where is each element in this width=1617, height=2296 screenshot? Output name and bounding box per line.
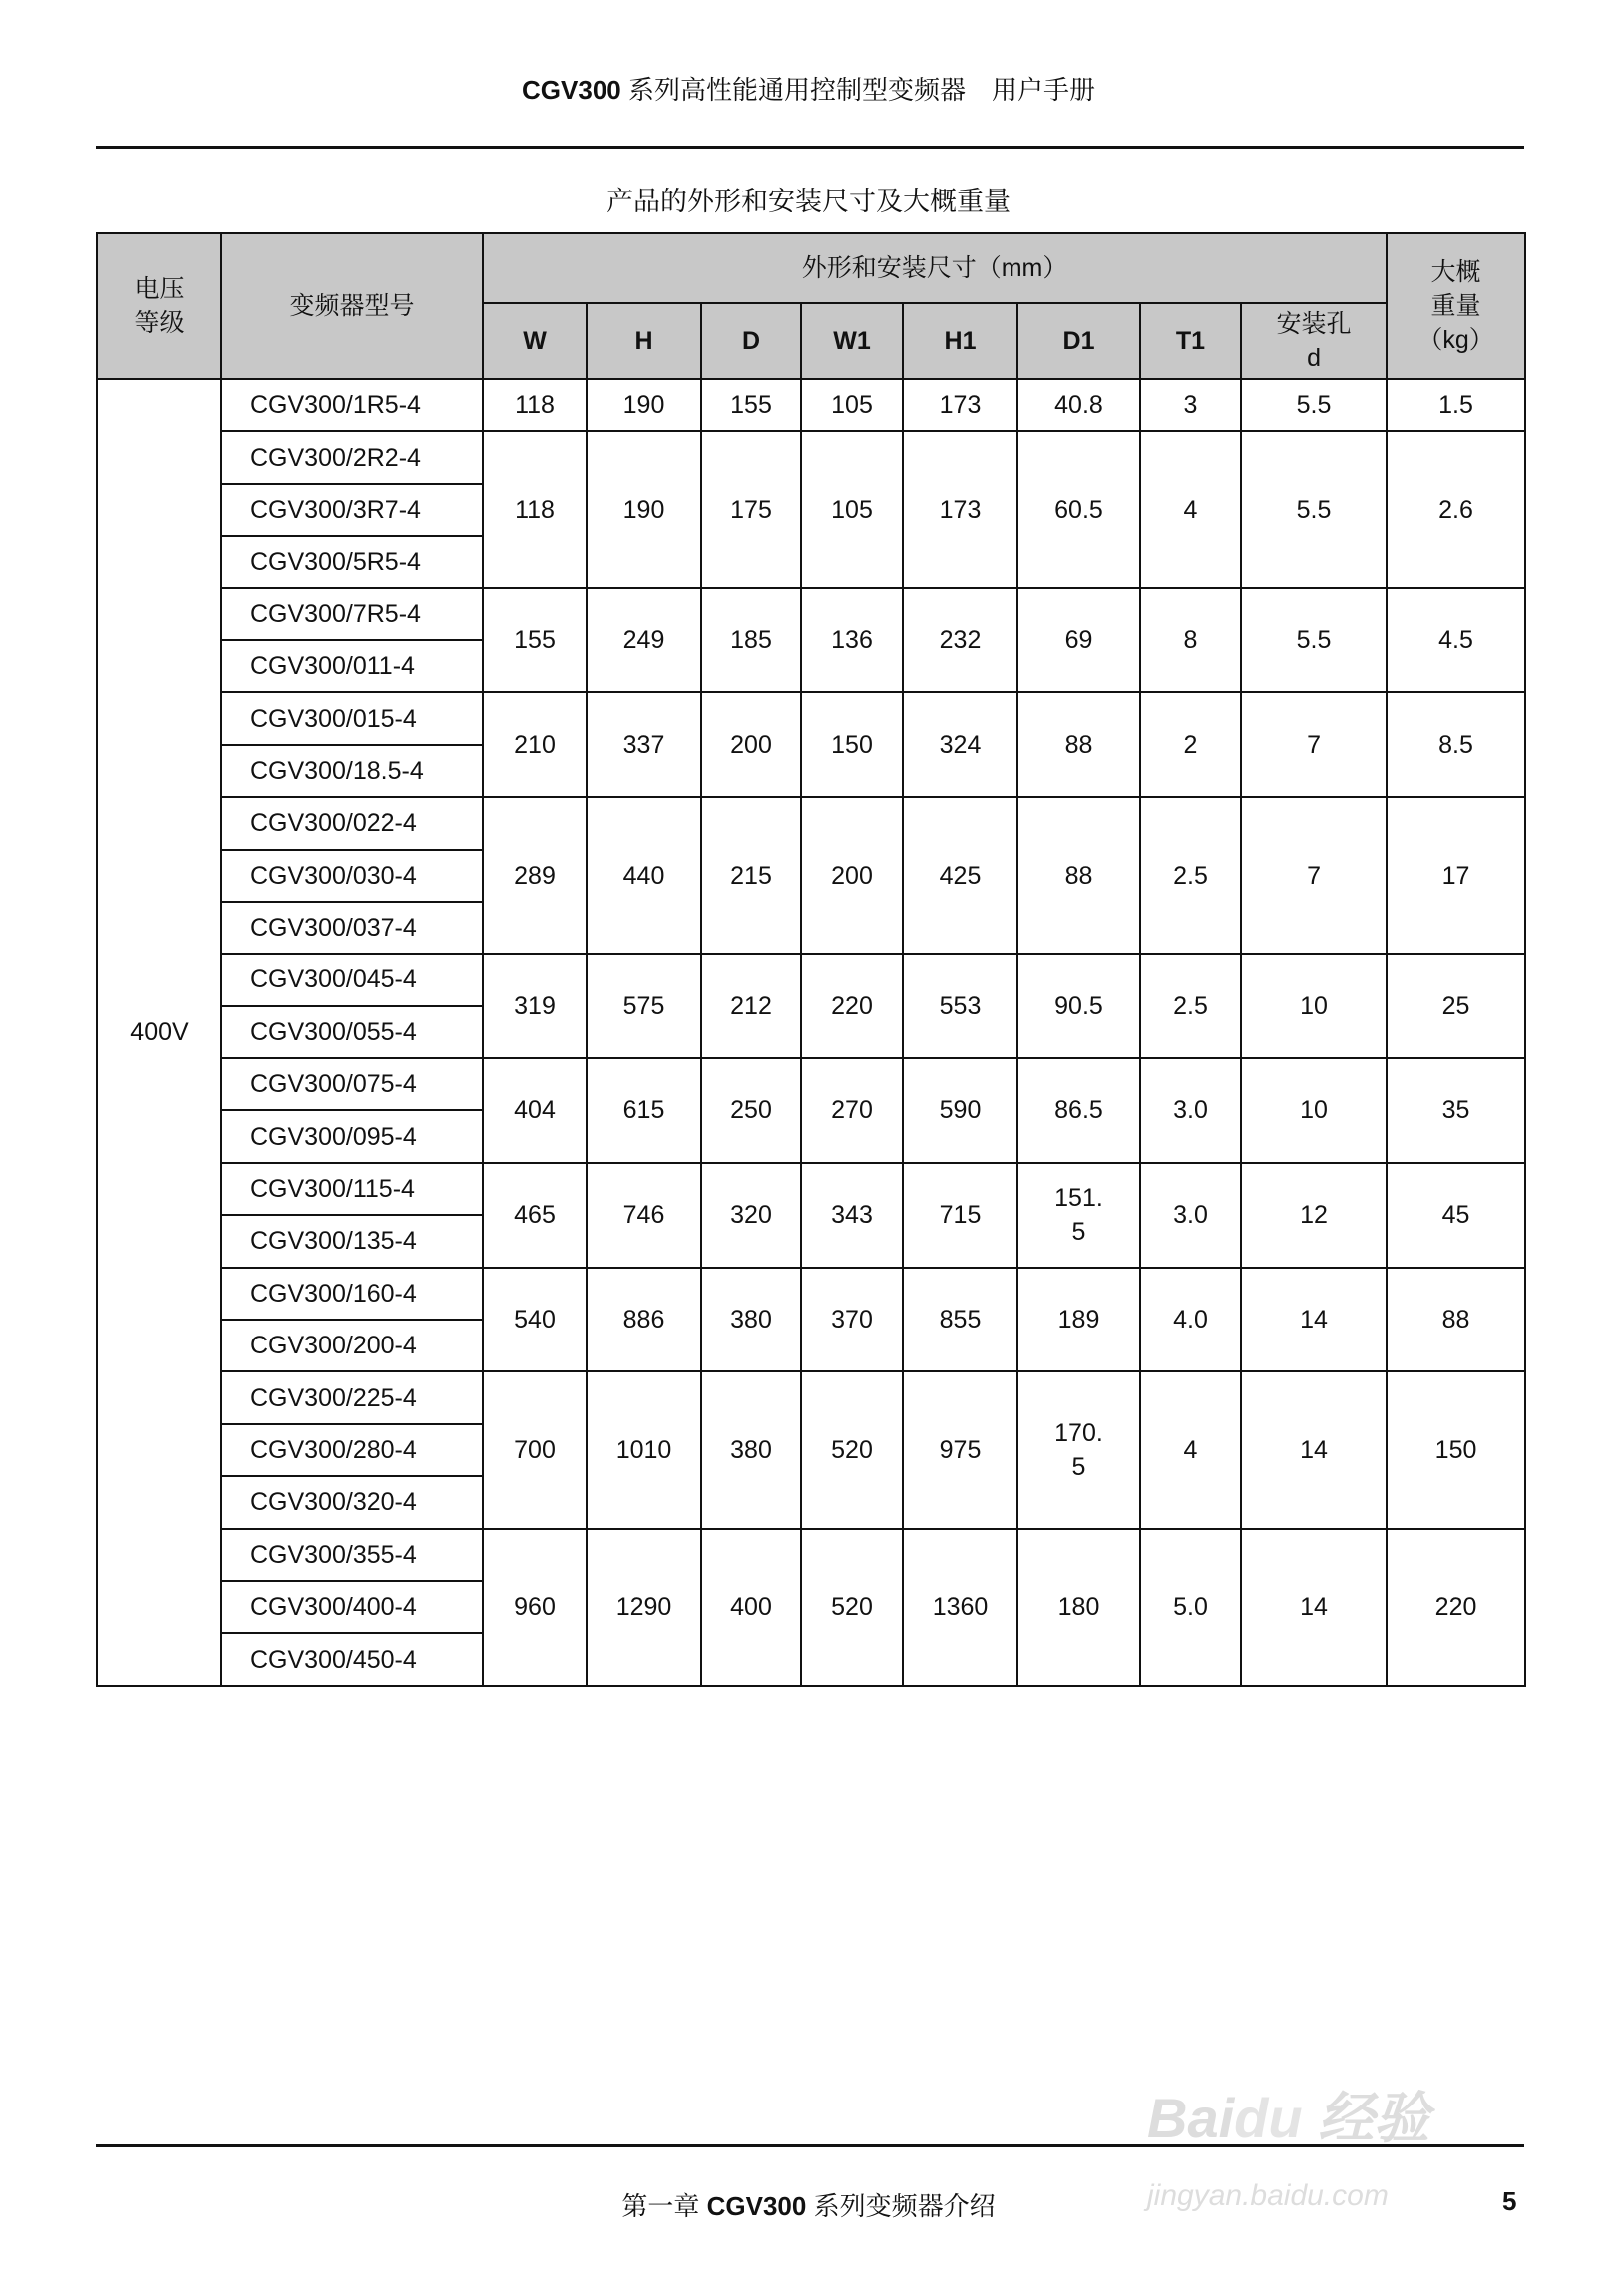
header-dimensions: 外形和安装尺寸（mm） — [483, 233, 1387, 303]
value-cell: 185 — [701, 588, 801, 693]
value-cell: 60.5 — [1017, 431, 1140, 587]
value-cell: 3.0 — [1140, 1163, 1241, 1268]
value-cell: 14 — [1241, 1371, 1387, 1528]
header-voltage: 电压 等级 — [97, 233, 221, 379]
model-cell: CGV300/355-4 — [221, 1529, 483, 1581]
value-cell: 5.5 — [1241, 588, 1387, 693]
model-cell: CGV300/5R5-4 — [221, 536, 483, 587]
value-cell: 289 — [483, 797, 587, 954]
footer-model: CGV300 — [706, 2191, 807, 2221]
model-cell: CGV300/045-4 — [221, 954, 483, 1005]
value-cell: 88 — [1017, 692, 1140, 797]
value-cell: 575 — [587, 954, 701, 1058]
watermark-url: jingyan.baidu.com — [1147, 2179, 1389, 2212]
value-cell: 105 — [801, 431, 903, 587]
model-cell: CGV300/135-4 — [221, 1215, 483, 1267]
header-w1: W1 — [801, 303, 903, 379]
value-cell: 8 — [1140, 588, 1241, 693]
value-cell: 975 — [903, 1371, 1017, 1528]
value-cell: 425 — [903, 797, 1017, 954]
value-cell: 215 — [701, 797, 801, 954]
value-cell: 189 — [1017, 1268, 1140, 1372]
value-cell: 10 — [1241, 954, 1387, 1058]
value-cell: 88 — [1387, 1268, 1525, 1372]
model-cell: CGV300/2R2-4 — [221, 431, 483, 483]
value-cell: 12 — [1241, 1163, 1387, 1268]
value-cell: 746 — [587, 1163, 701, 1268]
value-cell: 8.5 — [1387, 692, 1525, 797]
value-cell: 715 — [903, 1163, 1017, 1268]
model-cell: CGV300/225-4 — [221, 1371, 483, 1423]
value-cell: 855 — [903, 1268, 1017, 1372]
value-cell: 4 — [1140, 431, 1241, 587]
table-row — [97, 431, 1525, 483]
value-cell: 380 — [701, 1371, 801, 1528]
value-cell: 45 — [1387, 1163, 1525, 1268]
value-cell: 88 — [1017, 797, 1140, 954]
value-cell: 190 — [587, 431, 701, 587]
value-cell: 250 — [701, 1058, 801, 1163]
value-cell: 553 — [903, 954, 1017, 1058]
model-cell: CGV300/320-4 — [221, 1476, 483, 1528]
model-cell: CGV300/037-4 — [221, 902, 483, 954]
value-cell: 118 — [483, 379, 587, 431]
value-cell: 180 — [1017, 1529, 1140, 1686]
model-cell: CGV300/075-4 — [221, 1058, 483, 1110]
value-cell: 155 — [701, 379, 801, 431]
value-cell: 4.0 — [1140, 1268, 1241, 1372]
value-cell: 337 — [587, 692, 701, 797]
table-row — [97, 797, 1525, 849]
table-row — [97, 954, 1525, 1005]
value-cell: 232 — [903, 588, 1017, 693]
model-cell: CGV300/3R7-4 — [221, 484, 483, 536]
value-cell: 200 — [801, 797, 903, 954]
value-cell: 151. 5 — [1017, 1163, 1140, 1268]
model-cell: CGV300/1R5-4 — [221, 379, 483, 431]
model-cell: CGV300/160-4 — [221, 1268, 483, 1320]
value-cell: 520 — [801, 1529, 903, 1686]
value-cell: 1010 — [587, 1371, 701, 1528]
header-d1: D1 — [1017, 303, 1140, 379]
value-cell: 14 — [1241, 1529, 1387, 1686]
value-cell: 343 — [801, 1163, 903, 1268]
value-cell: 5.5 — [1241, 431, 1387, 587]
value-cell: 540 — [483, 1268, 587, 1372]
header-title-model: CGV300 — [522, 75, 621, 105]
value-cell: 150 — [1387, 1371, 1525, 1528]
value-cell: 465 — [483, 1163, 587, 1268]
footer-title: 系列变频器介绍 — [806, 2191, 996, 2221]
model-cell: CGV300/015-4 — [221, 692, 483, 744]
value-cell: 173 — [903, 379, 1017, 431]
model-cell: CGV300/200-4 — [221, 1320, 483, 1371]
value-cell: 1.5 — [1387, 379, 1525, 431]
value-cell: 324 — [903, 692, 1017, 797]
header-h: H — [587, 303, 701, 379]
value-cell: 5.0 — [1140, 1529, 1241, 1686]
value-cell: 7 — [1241, 797, 1387, 954]
value-cell: 175 — [701, 431, 801, 587]
value-cell: 136 — [801, 588, 903, 693]
value-cell: 10 — [1241, 1058, 1387, 1163]
header-w: W — [483, 303, 587, 379]
value-cell: 155 — [483, 588, 587, 693]
table-row — [97, 588, 1525, 640]
page-number: 5 — [1502, 2186, 1517, 2216]
model-cell: CGV300/055-4 — [221, 1006, 483, 1058]
table-row — [97, 1163, 1525, 1215]
header-rule — [96, 146, 1524, 149]
value-cell: 1290 — [587, 1529, 701, 1686]
header-t1: T1 — [1140, 303, 1241, 379]
voltage-cell: 400V — [97, 379, 221, 1686]
value-cell: 212 — [701, 954, 801, 1058]
value-cell: 440 — [587, 797, 701, 954]
header-weight: 大概 重量 （kg） — [1387, 233, 1525, 379]
header-h1: H1 — [903, 303, 1017, 379]
header-d: D — [701, 303, 801, 379]
header-model: 变频器型号 — [221, 233, 483, 379]
value-cell: 249 — [587, 588, 701, 693]
value-cell: 190 — [587, 379, 701, 431]
model-cell: CGV300/18.5-4 — [221, 745, 483, 797]
value-cell: 400 — [701, 1529, 801, 1686]
value-cell: 7 — [1241, 692, 1387, 797]
value-cell: 4 — [1140, 1371, 1241, 1528]
model-cell: CGV300/011-4 — [221, 640, 483, 692]
table-row — [97, 692, 1525, 744]
value-cell: 615 — [587, 1058, 701, 1163]
model-cell: CGV300/280-4 — [221, 1424, 483, 1476]
value-cell: 210 — [483, 692, 587, 797]
value-cell: 590 — [903, 1058, 1017, 1163]
model-cell: CGV300/022-4 — [221, 797, 483, 849]
value-cell: 90.5 — [1017, 954, 1140, 1058]
value-cell: 220 — [1387, 1529, 1525, 1686]
value-cell: 173 — [903, 431, 1017, 587]
value-cell: 40.8 — [1017, 379, 1140, 431]
header-title: 系列高性能通用控制型变频器 用户手册 — [620, 75, 1095, 105]
value-cell: 170. 5 — [1017, 1371, 1140, 1528]
value-cell: 319 — [483, 954, 587, 1058]
value-cell: 700 — [483, 1371, 587, 1528]
value-cell: 3 — [1140, 379, 1241, 431]
header-hole-d: 安装孔 d — [1241, 303, 1387, 379]
value-cell: 1360 — [903, 1529, 1017, 1686]
value-cell: 200 — [701, 692, 801, 797]
value-cell: 4.5 — [1387, 588, 1525, 693]
table-row — [97, 1058, 1525, 1110]
value-cell: 520 — [801, 1371, 903, 1528]
footer-chapter: 第一章 — [621, 2191, 707, 2221]
value-cell: 2.6 — [1387, 431, 1525, 587]
dimensions-table — [96, 232, 1526, 1687]
value-cell: 2 — [1140, 692, 1241, 797]
table-row — [97, 1268, 1525, 1320]
value-cell: 2.5 — [1140, 797, 1241, 954]
page-footer — [0, 2186, 1617, 2223]
table-caption: 产品的外形和安装尺寸及大概重量 — [606, 187, 1011, 216]
value-cell: 3.0 — [1140, 1058, 1241, 1163]
value-cell: 118 — [483, 431, 587, 587]
value-cell: 380 — [701, 1268, 801, 1372]
model-cell: CGV300/115-4 — [221, 1163, 483, 1215]
model-cell: CGV300/450-4 — [221, 1633, 483, 1685]
value-cell: 17 — [1387, 797, 1525, 954]
value-cell: 960 — [483, 1529, 587, 1686]
value-cell: 5.5 — [1241, 379, 1387, 431]
model-cell: CGV300/7R5-4 — [221, 588, 483, 640]
value-cell: 25 — [1387, 954, 1525, 1058]
value-cell: 150 — [801, 692, 903, 797]
table-row — [97, 379, 1525, 431]
value-cell: 220 — [801, 954, 903, 1058]
watermark-logo: Baidu 经验 — [1147, 2087, 1430, 2149]
model-cell: CGV300/030-4 — [221, 850, 483, 902]
value-cell: 320 — [701, 1163, 801, 1268]
value-cell: 14 — [1241, 1268, 1387, 1372]
value-cell: 105 — [801, 379, 903, 431]
page-header — [0, 70, 1617, 107]
table-row — [97, 1529, 1525, 1581]
value-cell: 69 — [1017, 588, 1140, 693]
model-cell: CGV300/095-4 — [221, 1110, 483, 1162]
value-cell: 86.5 — [1017, 1058, 1140, 1163]
value-cell: 886 — [587, 1268, 701, 1372]
value-cell: 2.5 — [1140, 954, 1241, 1058]
value-cell: 404 — [483, 1058, 587, 1163]
table-row — [97, 1371, 1525, 1423]
value-cell: 35 — [1387, 1058, 1525, 1163]
value-cell: 270 — [801, 1058, 903, 1163]
value-cell: 370 — [801, 1268, 903, 1372]
model-cell: CGV300/400-4 — [221, 1581, 483, 1633]
